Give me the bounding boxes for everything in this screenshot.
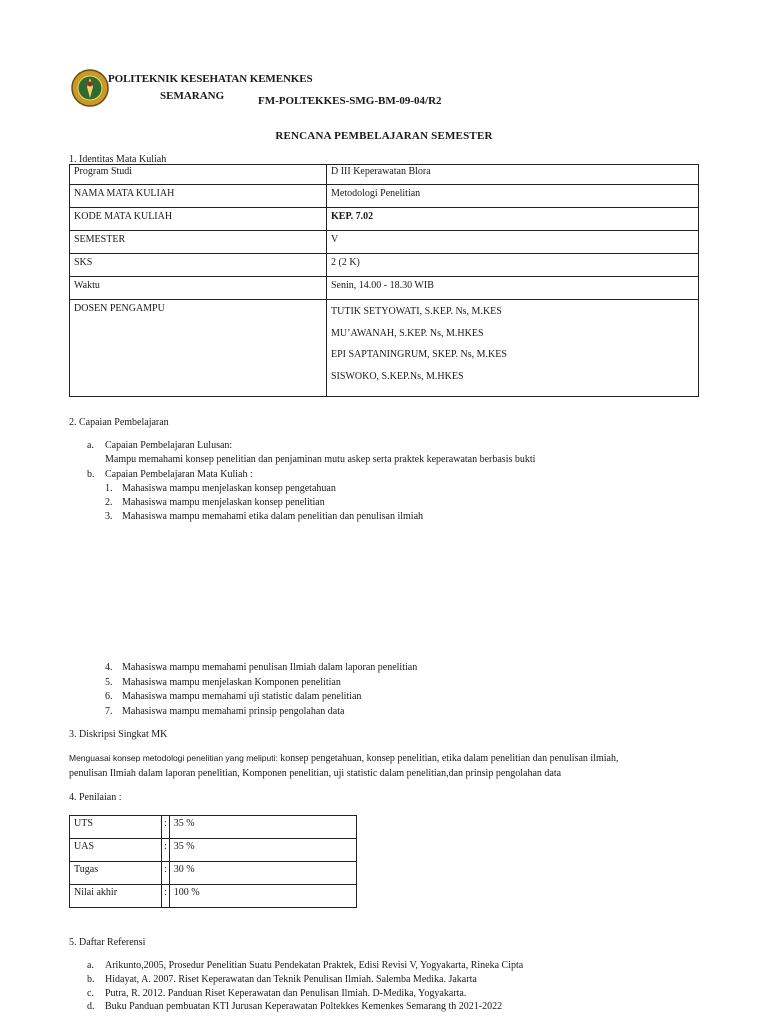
reference-item: Arikunto,2005, Prosedur Penelitian Suatu Pendekatan Praktek, Edisi Revisi V, Yogyakarta, Rineka Cipta (105, 960, 524, 971)
row-key: Program Studi (70, 165, 327, 185)
separator: : (162, 816, 170, 839)
description-line-1 (69, 753, 618, 764)
list-item: Mahasiswa mampu menjelaskan Komponen penelitian (122, 677, 341, 688)
row-key: NAMA MATA KULIAH (70, 185, 327, 208)
list-marker: 3. (105, 511, 113, 522)
form-code: FM-POLTEKKES-SMG-BM-09-04/R2 (258, 95, 442, 107)
description-text: konsep pengetahuan, konsep penelitian, etika dalam penelitian dan penulisan ilmiah, (280, 753, 619, 764)
list-marker: b. (87, 974, 95, 985)
document-title: RENCANA PEMBELAJARAN SEMESTER (275, 130, 493, 142)
row-key: SKS (70, 254, 327, 277)
assessment-weight: 30 % (169, 862, 356, 885)
subheading-course-outcomes: Capaian Pembelajaran Mata Kuliah : (105, 469, 253, 480)
table-row (70, 862, 357, 885)
section-heading-identity: 1. Identitas Mata Kuliah (69, 154, 167, 165)
row-value: Senin, 14.00 - 18.30 WIB (327, 277, 699, 300)
assessment-name: UTS (70, 816, 162, 839)
lecturer-name: MU’AWANAH, S.KEP. Ns, M.HKES (331, 327, 484, 339)
course-identity-table (69, 164, 699, 397)
list-item: Mahasiswa mampu memahami uji statistic dalam penelitian (122, 691, 362, 702)
row-value: KEP. 7.02 (327, 208, 699, 231)
row-value: V (327, 231, 699, 254)
table-row (70, 185, 699, 208)
list-item: Mahasiswa mampu memahami prinsip pengolahan data (122, 706, 345, 717)
table-row (70, 208, 699, 231)
table-row (70, 839, 357, 862)
reference-item: Hidayat, A. 2007. Riset Keperawatan dan Teknik Penulisan Ilmiah. Salemba Medika. Jakarta (105, 974, 477, 985)
assessment-name: Nilai akhir (70, 885, 162, 908)
list-marker: 1. (105, 483, 113, 494)
list-marker: 4. (105, 662, 113, 673)
row-value: D III Keperawatan Blora (327, 165, 699, 185)
section-heading-description: 3. Diskripsi Singkat MK (69, 729, 168, 740)
list-marker: c. (87, 988, 94, 999)
table-row (70, 165, 699, 185)
table-row (70, 231, 699, 254)
list-marker: 5. (105, 677, 113, 688)
list-item: Mahasiswa mampu menjelaskan konsep penelitian (122, 497, 325, 508)
separator: : (162, 839, 170, 862)
section-heading-outcomes: 2. Capaian Pembelajaran (69, 417, 169, 428)
row-key: KODE MATA KULIAH (70, 208, 327, 231)
list-marker: b. (87, 469, 95, 480)
list-marker: 2. (105, 497, 113, 508)
list-marker: a. (87, 440, 94, 451)
description-line-2: penulisan Ilmiah dalam laporan penelitian, Komponen penelitian, uji statistic dalam penelitian,dan prinsip pengolahan data (69, 768, 562, 779)
institution-name: POLITEKNIK KESEHATAN KEMENKES (108, 73, 313, 85)
lecturer-list (327, 300, 699, 397)
section-heading-references: 5. Daftar Referensi (69, 937, 146, 948)
list-marker: 7. (105, 706, 113, 717)
table-row (70, 885, 357, 908)
lecturer-name: TUTIK SETYOWATI, S.KEP. Ns, M.KES (331, 306, 502, 317)
list-item: Mahasiswa mampu menjelaskan konsep pengetahuan (122, 483, 336, 494)
poltekkes-emblem-icon (70, 68, 110, 108)
separator: : (162, 885, 170, 908)
row-value: Metodologi Penelitian (327, 185, 699, 208)
table-row (70, 277, 699, 300)
lecturer-name: SISWOKO, S.KEP.Ns, M.HKES (331, 370, 464, 382)
row-key: DOSEN PENGAMPU (70, 300, 327, 397)
table-row (70, 254, 699, 277)
reference-item: Putra, R. 2012. Panduan Riset Keperawatan dan Penulisan Ilmiah. D-Medika, Yogyakarta. (105, 988, 467, 999)
list-marker: 6. (105, 691, 113, 702)
assessment-name: Tugas (70, 862, 162, 885)
list-marker: a. (87, 960, 94, 971)
assessment-name: UAS (70, 839, 162, 862)
graduate-outcome-text: Mampu memahami konsep penelitian dan penjaminan mutu askep serta praktek keperawatan berbasis bukti (105, 454, 536, 465)
list-marker: d. (87, 1001, 95, 1012)
subheading-graduate-outcomes: Capaian Pembelajaran Lulusan: (105, 440, 233, 451)
row-key: Waktu (70, 277, 327, 300)
assessment-weight: 35 % (169, 816, 356, 839)
lecturer-name: EPI SAPTANINGRUM, SKEP. Ns, M.KES (331, 349, 507, 360)
assessment-weight: 100 % (169, 885, 356, 908)
assessment-table (69, 815, 357, 908)
assessment-weight: 35 % (169, 839, 356, 862)
description-lead: Menguasai konsep metodologi penelitian yang meliputi: (69, 753, 281, 763)
row-key: SEMESTER (70, 231, 327, 254)
row-value: 2 (2 K) (327, 254, 699, 277)
institution-city: SEMARANG (160, 90, 225, 102)
separator: : (162, 862, 170, 885)
list-item: Mahasiswa mampu memahami penulisan Ilmiah dalam laporan penelitian (122, 662, 418, 673)
table-row (70, 300, 699, 397)
table-row (70, 816, 357, 839)
section-heading-assessment: 4. Penilaian : (69, 792, 122, 803)
reference-item: Buku Panduan pembuatan KTI Jurusan Keperawatan Poltekkes Kemenkes Semarang th 2021-2022 (105, 1001, 503, 1012)
list-item: Mahasiswa mampu memahami etika dalam penelitian dan penulisan ilmiah (122, 511, 424, 522)
